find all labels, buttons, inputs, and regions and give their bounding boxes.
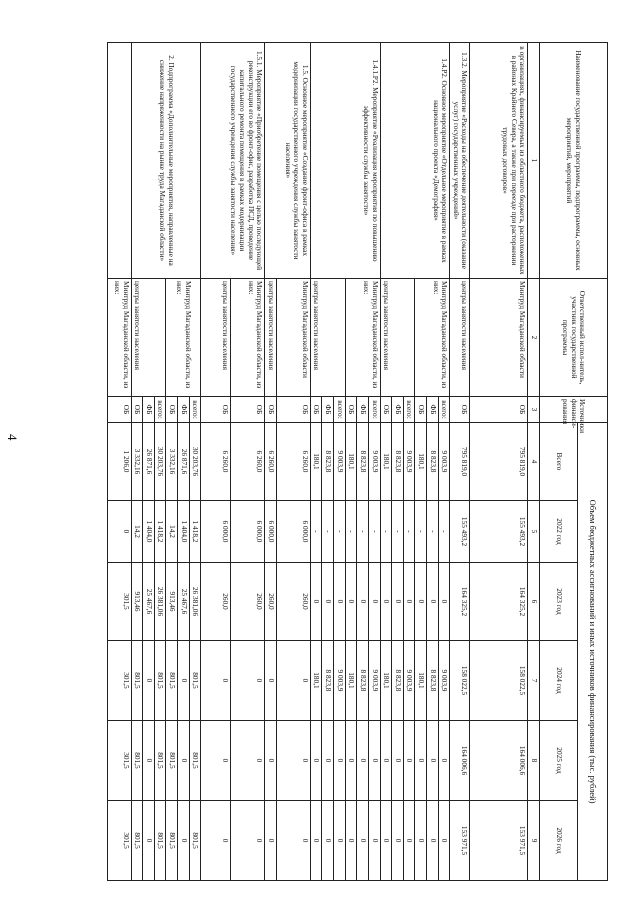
- value-2025: 0: [357, 721, 369, 801]
- value-2023: 260,0: [201, 563, 231, 641]
- program-name: в организациях, финансируемых из областного бюджета, расположенных в районах Крайнего Севера, а также при переезде при расторжении трудовых договоров»: [470, 43, 528, 279]
- value-2026: 0: [368, 801, 380, 881]
- value-2024: 801,5: [189, 641, 201, 721]
- value-2025: 0: [143, 721, 155, 801]
- value-2025: 164 006,6: [470, 721, 528, 801]
- value-2025: 0: [403, 721, 415, 801]
- value-2022: 1 418,2: [154, 501, 166, 563]
- value-2026: 0: [415, 801, 427, 881]
- value-2024: 801,5: [154, 641, 166, 721]
- value-2023: 0: [357, 563, 369, 641]
- value-2025: 0: [322, 721, 334, 801]
- value-2024: 180,1: [345, 641, 357, 721]
- header-2024: 2024 год: [540, 641, 578, 721]
- source: ОБ: [310, 397, 322, 423]
- value-2022: 6 000,0: [276, 501, 310, 563]
- value-2025: 0: [438, 721, 450, 801]
- value-2024: 8 823,8: [392, 641, 404, 721]
- value-2026: 0: [322, 801, 334, 881]
- source: ФБ: [426, 397, 438, 423]
- value-total: 3 332,16: [166, 423, 178, 501]
- value-2022: -: [368, 501, 380, 563]
- value-total: 6 260,0: [231, 423, 265, 501]
- value-total: 8 823,8: [392, 423, 404, 501]
- responsible: Минтруд Магаданской области, из них:: [107, 279, 131, 397]
- value-2022: 155 493,2: [450, 501, 470, 563]
- value-total: 30 203,76: [154, 423, 166, 501]
- value-2022: 0: [107, 501, 131, 563]
- header-2023: 2023 год: [540, 563, 578, 641]
- value-total: 9 003,9: [438, 423, 450, 501]
- value-2024: 180,1: [310, 641, 322, 721]
- responsible: Минтруд Магаданской области, из них:: [345, 279, 380, 397]
- value-2022: -: [357, 501, 369, 563]
- source: ОБ: [450, 397, 470, 423]
- value-2023: 260,0: [276, 563, 310, 641]
- value-total: 9 003,9: [334, 423, 346, 501]
- col-number: 6: [528, 563, 540, 641]
- source: ОБ: [201, 397, 231, 423]
- value-total: 9 003,9: [368, 423, 380, 501]
- value-2024: 801,5: [166, 641, 178, 721]
- value-2022: -: [438, 501, 450, 563]
- responsible: центры занятости населения: [310, 279, 345, 397]
- value-2025: 164 006,6: [450, 721, 470, 801]
- value-2024: 301,5: [107, 641, 131, 721]
- value-2026: 0: [403, 801, 415, 881]
- table-row: [470, 43, 528, 881]
- source: ФБ: [143, 397, 155, 423]
- value-2023: 0: [426, 563, 438, 641]
- value-2022: 6 000,0: [265, 501, 277, 563]
- source: ОБ: [131, 397, 143, 423]
- value-2025: 0: [426, 721, 438, 801]
- value-2024: 158 022,5: [450, 641, 470, 721]
- value-2022: -: [392, 501, 404, 563]
- value-total: 9 003,9: [403, 423, 415, 501]
- value-2023: 0: [322, 563, 334, 641]
- source: ФБ: [178, 397, 190, 423]
- responsible: центры занятости населения: [131, 279, 166, 397]
- value-2025: 0: [201, 721, 231, 801]
- value-2025: 801,5: [166, 721, 178, 801]
- value-2023: 260,0: [231, 563, 265, 641]
- value-2026: 0: [345, 801, 357, 881]
- value-2023: 0: [368, 563, 380, 641]
- value-total: 6 260,0: [201, 423, 231, 501]
- value-2022: -: [310, 501, 322, 563]
- header-2022: 2022 год: [540, 501, 578, 563]
- value-total: 180,1: [380, 423, 392, 501]
- source: всего:: [189, 397, 201, 423]
- responsible: Минтруд Магаданской области: [470, 279, 528, 397]
- value-2026: 801,5: [189, 801, 201, 881]
- page-number: 4: [5, 434, 20, 441]
- source: ОБ: [276, 397, 310, 423]
- source: всего:: [154, 397, 166, 423]
- value-2025: 0: [345, 721, 357, 801]
- col-number: 1: [528, 43, 540, 279]
- responsible: Минтруд Магаданской области, из них:: [231, 279, 265, 397]
- table-row: [107, 43, 131, 881]
- source: ОБ: [107, 397, 131, 423]
- header-total: Всего: [540, 423, 578, 501]
- value-total: 795 819,0: [470, 423, 528, 501]
- value-2025: 0: [231, 721, 265, 801]
- budget-table-sheet: [68, 42, 608, 880]
- value-total: 8 823,8: [426, 423, 438, 501]
- value-2024: 801,5: [131, 641, 143, 721]
- value-2024: 8 823,8: [426, 641, 438, 721]
- responsible: центры занятости населения: [201, 279, 231, 397]
- value-2026: 153 971,5: [450, 801, 470, 881]
- value-2022: -: [334, 501, 346, 563]
- source: всего:: [368, 397, 380, 423]
- col-number: 3: [528, 397, 540, 423]
- value-2024: 9 003,9: [334, 641, 346, 721]
- table-row: [450, 43, 470, 881]
- budget-table: [107, 42, 608, 881]
- value-2023: 913,46: [131, 563, 143, 641]
- value-2023: 164 325,2: [450, 563, 470, 641]
- value-total: 6 260,0: [265, 423, 277, 501]
- col-number: 8: [528, 721, 540, 801]
- value-total: 3 332,16: [131, 423, 143, 501]
- value-total: 180,1: [415, 423, 427, 501]
- program-name: 1.4.Р2. Основное мероприятие «Отдельное мероприятие в рамках национального проекта «Демография»: [380, 43, 450, 279]
- header-2025: 2025 год: [540, 721, 578, 801]
- value-2025: 801,5: [131, 721, 143, 801]
- header-financing-group: Объем бюджетных ассигнований и иных источников финансирования (тыс. рублей): [578, 423, 608, 881]
- value-2025: 0: [178, 721, 190, 801]
- table-row: [368, 43, 380, 881]
- value-2025: 0: [415, 721, 427, 801]
- value-2022: -: [322, 501, 334, 563]
- responsible: Минтруд Магаданской области, из них:: [166, 279, 201, 397]
- value-2024: 8 823,8: [322, 641, 334, 721]
- value-2025: 0: [380, 721, 392, 801]
- responsible: центры занятости населения: [450, 279, 470, 397]
- value-2023: 260,0: [265, 563, 277, 641]
- value-2024: 158 022,5: [470, 641, 528, 721]
- value-2024: 8 823,8: [357, 641, 369, 721]
- value-2026: 0: [231, 801, 265, 881]
- value-total: 795 819,0: [450, 423, 470, 501]
- col-number: 2: [528, 279, 540, 397]
- value-2023: 26 381,06: [189, 563, 201, 641]
- value-total: 26 871,6: [178, 423, 190, 501]
- value-2023: 0: [392, 563, 404, 641]
- header-source: Источники финанси-рования: [540, 397, 608, 423]
- table-row: [231, 43, 265, 881]
- value-2024: 0: [201, 641, 231, 721]
- value-2026: 801,5: [131, 801, 143, 881]
- col-number: 7: [528, 641, 540, 721]
- value-total: 6 260,0: [276, 423, 310, 501]
- value-2025: 0: [276, 721, 310, 801]
- responsible: центры занятости населения: [265, 279, 277, 397]
- value-total: 180,1: [345, 423, 357, 501]
- value-2023: 0: [334, 563, 346, 641]
- responsible: центры занятости населения: [380, 279, 415, 397]
- source: ОБ: [345, 397, 357, 423]
- value-2025: 0: [392, 721, 404, 801]
- source: всего:: [403, 397, 415, 423]
- value-2022: 14,2: [166, 501, 178, 563]
- table-row: [438, 43, 450, 881]
- value-2024: 0: [178, 641, 190, 721]
- value-2024: 0: [231, 641, 265, 721]
- value-2025: 0: [368, 721, 380, 801]
- value-2023: 0: [310, 563, 322, 641]
- responsible: Минтруд Магаданской области: [276, 279, 310, 397]
- source: ОБ: [415, 397, 427, 423]
- source: ФБ: [392, 397, 404, 423]
- value-total: 30 203,76: [189, 423, 201, 501]
- value-2024: 180,1: [415, 641, 427, 721]
- value-total: 8 823,8: [322, 423, 334, 501]
- value-2024: 0: [276, 641, 310, 721]
- value-2022: -: [415, 501, 427, 563]
- value-2024: 0: [265, 641, 277, 721]
- value-2023: 913,46: [166, 563, 178, 641]
- responsible: Минтруд Магаданской области, из них:: [415, 279, 450, 397]
- col-number: 4: [528, 423, 540, 501]
- value-2024: 180,1: [380, 641, 392, 721]
- header-2026: 2026 год: [540, 801, 578, 881]
- value-2023: 0: [345, 563, 357, 641]
- value-2023: 0: [438, 563, 450, 641]
- value-2022: 14,2: [131, 501, 143, 563]
- source: ФБ: [322, 397, 334, 423]
- value-2022: 1 404,0: [143, 501, 155, 563]
- value-2023: 0: [415, 563, 427, 641]
- program-name: 1.5.1. Мероприятие «Приобретение помещения с целью последующей реконструкции его во фронт-офис, разработка ПСД, проведение капитального ремонта помещения в рамках модернизации государственного учреждения службы занятости населения»: [201, 43, 265, 279]
- table-row: [276, 43, 310, 881]
- source: ОБ: [470, 397, 528, 423]
- value-2026: 0: [357, 801, 369, 881]
- value-2026: 153 971,5: [470, 801, 528, 881]
- program-name: 1.4.1.Р2. Мероприятие «Реализация мероприятия по повышению эффективности службы занятости»: [310, 43, 380, 279]
- value-2022: -: [345, 501, 357, 563]
- value-2025: 801,5: [189, 721, 201, 801]
- value-total: 8 823,8: [357, 423, 369, 501]
- value-2022: -: [426, 501, 438, 563]
- value-2024: 9 003,9: [403, 641, 415, 721]
- source: всего:: [334, 397, 346, 423]
- source: всего:: [438, 397, 450, 423]
- col-number: 9: [528, 801, 540, 881]
- value-2026: 801,5: [166, 801, 178, 881]
- value-total: 1 206,0: [107, 423, 131, 501]
- value-2026: 0: [201, 801, 231, 881]
- value-2025: 0: [310, 721, 322, 801]
- source: ОБ: [231, 397, 265, 423]
- value-2022: 1 418,2: [189, 501, 201, 563]
- value-2026: 0: [334, 801, 346, 881]
- value-2026: 0: [426, 801, 438, 881]
- value-2022: 6 000,0: [201, 501, 231, 563]
- table-row: [189, 43, 201, 881]
- value-2023: 301,5: [107, 563, 131, 641]
- value-2024: 9 003,9: [368, 641, 380, 721]
- value-2026: 0: [265, 801, 277, 881]
- program-name: 2. Подпрограмма «Дополнительные мероприятия, направленные на снижение напряженности на рынке труда Магаданской области»: [131, 43, 201, 279]
- header-name: Наименование государственной программы, подпрограммы, основных мероприятий, мероприятий: [540, 43, 608, 279]
- program-name: 1.5. Основное мероприятие «Создание фронт-офиса в рамках модернизации государственного учреждения службы занятости населения»: [265, 43, 311, 279]
- value-2026: 0: [143, 801, 155, 881]
- value-2026: 0: [438, 801, 450, 881]
- value-2022: 6 000,0: [231, 501, 265, 563]
- value-2026: 0: [392, 801, 404, 881]
- value-2023: 26 381,06: [154, 563, 166, 641]
- source: ОБ: [380, 397, 392, 423]
- value-2024: 0: [143, 641, 155, 721]
- value-2023: 0: [403, 563, 415, 641]
- value-2022: 1 404,0: [178, 501, 190, 563]
- source: ОБ: [265, 397, 277, 423]
- source: ФБ: [357, 397, 369, 423]
- program-name: [107, 43, 131, 279]
- value-2025: 301,5: [107, 721, 131, 801]
- col-number: 5: [528, 501, 540, 563]
- value-2024: 9 003,9: [438, 641, 450, 721]
- value-2022: -: [403, 501, 415, 563]
- value-2026: 0: [310, 801, 322, 881]
- value-total: 26 871,6: [143, 423, 155, 501]
- value-2023: 0: [380, 563, 392, 641]
- value-2026: 0: [380, 801, 392, 881]
- value-2022: -: [380, 501, 392, 563]
- value-2026: 301,5: [107, 801, 131, 881]
- value-2022: 155 493,2: [470, 501, 528, 563]
- value-2023: 164 325,2: [470, 563, 528, 641]
- value-2026: 801,5: [154, 801, 166, 881]
- value-2023: 25 467,6: [143, 563, 155, 641]
- value-2025: 801,5: [154, 721, 166, 801]
- program-name: 1.3.2. Мероприятие «Расходы на обеспечение деятельности (оказание услуг) государственных учреждений»: [450, 43, 470, 279]
- value-2023: 25 467,6: [178, 563, 190, 641]
- value-2025: 0: [334, 721, 346, 801]
- value-2026: 0: [276, 801, 310, 881]
- header-responsible: Ответственный испол-нитель, участник государственной программы: [540, 279, 608, 397]
- value-total: 180,1: [310, 423, 322, 501]
- value-2025: 0: [265, 721, 277, 801]
- value-2026: 0: [178, 801, 190, 881]
- source: ОБ: [166, 397, 178, 423]
